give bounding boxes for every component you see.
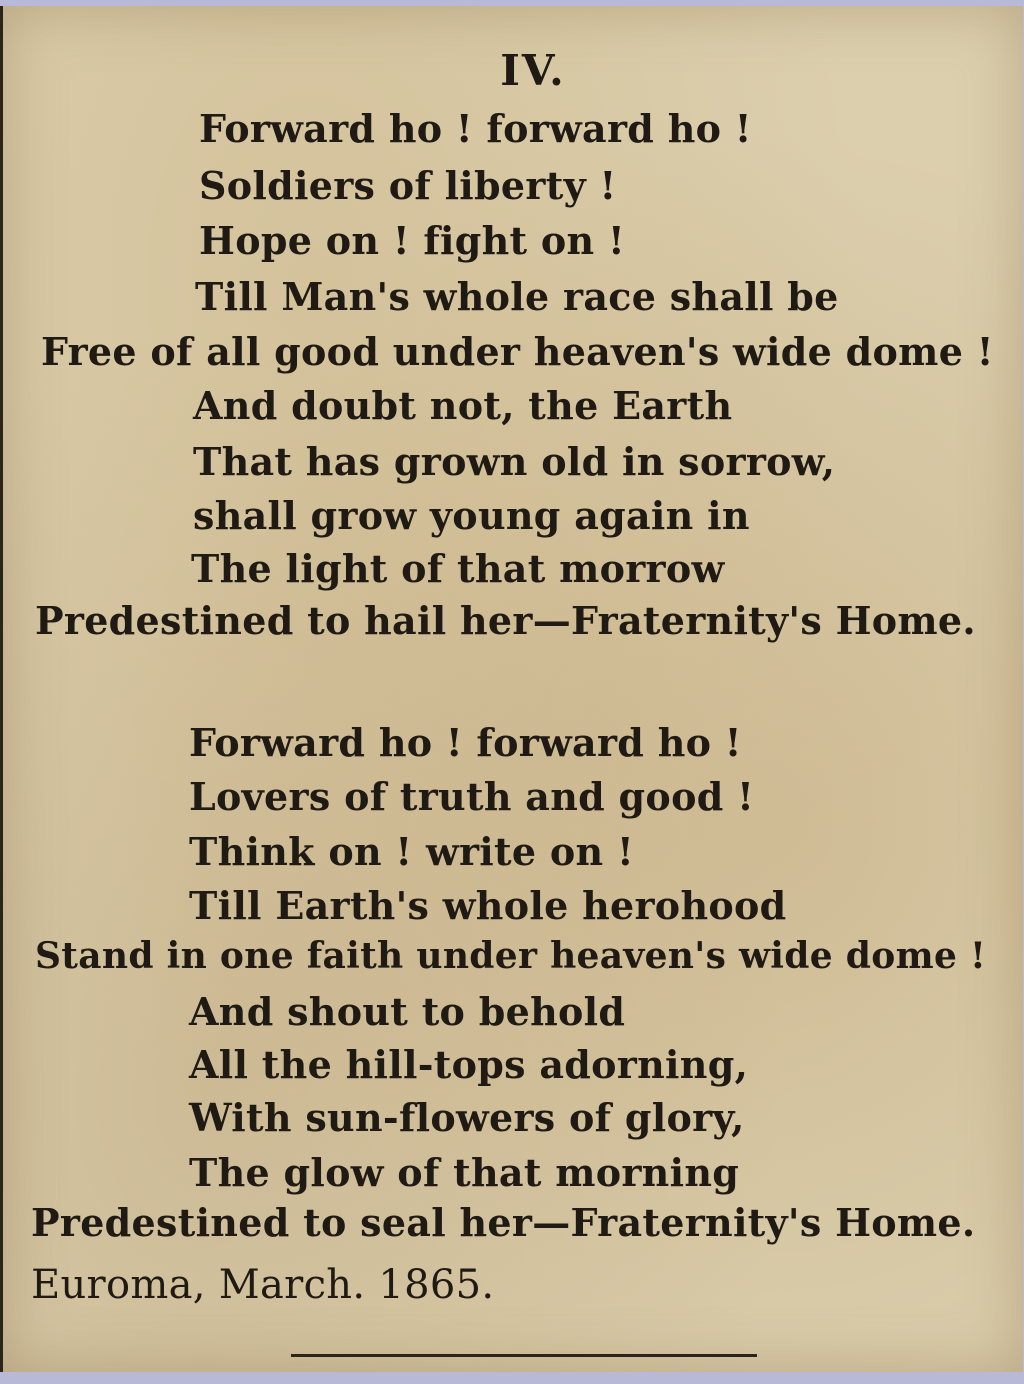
poem-line: Till Man's whole race shall be <box>195 274 839 319</box>
poem-line: The glow of that morning <box>189 1150 740 1195</box>
poem-line: Forward ho ! forward ho ! <box>199 106 752 151</box>
poem-line: Free of all good under heaven's wide dome ! <box>41 329 994 374</box>
poem-line: All the hill-tops adorning, <box>189 1042 749 1087</box>
poem-line: Soldiers of liberty ! <box>199 163 617 208</box>
poem-line: Stand in one faith under heaven's wide dome ! <box>35 935 987 977</box>
signature: Euroma, March. 1865. <box>31 1262 495 1308</box>
poem-line: Think on ! write on ! <box>189 829 634 874</box>
poem-line: And shout to behold <box>189 989 626 1034</box>
poem-line: Lovers of truth and good ! <box>189 774 755 819</box>
poem-line: shall grow young again in <box>193 493 750 538</box>
poem-line: And doubt not, the Earth <box>193 383 733 428</box>
newspaper-clipping <box>0 6 1023 1372</box>
divider-rule <box>291 1354 757 1357</box>
poem-line: Predestined to seal her—Fraternity's Home. <box>31 1200 976 1245</box>
poem-line: With sun-flowers of glory, <box>189 1095 745 1140</box>
poem-line: Till Earth's whole herohood <box>189 883 787 928</box>
poem-line: Predestined to hail her—Fraternity's Home. <box>35 598 976 643</box>
poem-line: Forward ho ! forward ho ! <box>189 720 742 765</box>
poem-line: Hope on ! fight on ! <box>199 218 625 263</box>
poem-line: That has grown old in sorrow, <box>193 439 836 484</box>
poem-line: The light of that morrow <box>191 546 725 591</box>
section-numeral: IV. <box>500 46 566 95</box>
